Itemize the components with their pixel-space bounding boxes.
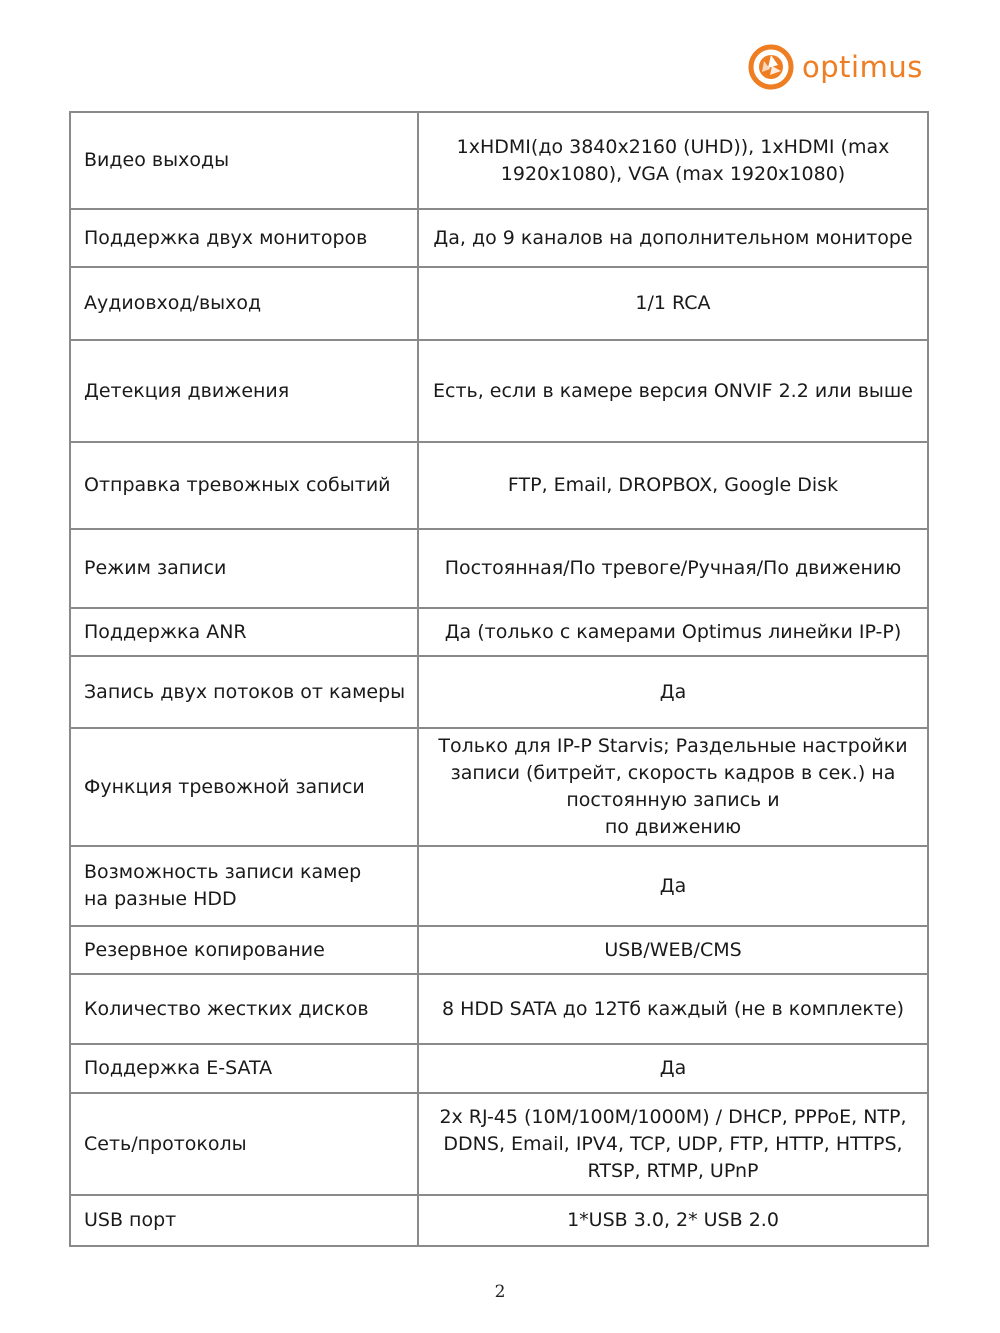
table-row	[70, 608, 928, 656]
table-row	[70, 728, 928, 846]
table-row	[70, 926, 928, 974]
table-row	[70, 209, 928, 267]
table-row	[70, 442, 928, 529]
spec-name: Количество жестких дисков	[70, 974, 418, 1044]
table-row	[70, 974, 928, 1044]
table-row	[70, 1093, 928, 1195]
brand-name: optimus	[802, 49, 923, 84]
spec-name: Отправка тревожных событий	[70, 442, 418, 529]
brand-logo	[748, 44, 923, 90]
spec-value: USB/WEB/CMS	[418, 926, 928, 974]
table-row	[70, 1044, 928, 1093]
spec-value: 1*USB 3.0, 2* USB 2.0	[418, 1195, 928, 1246]
table-row	[70, 846, 928, 926]
spec-name: Поддержка двух мониторов	[70, 209, 418, 267]
spec-name: Запись двух потоков от камеры	[70, 656, 418, 728]
spec-value: 2x RJ-45 (10M/100M/1000M) / DHCP, PPPoE, NTP, DDNS, Email, IPV4, TCP, UDP, FTP, HTTP, HTTPS, RTSP, RTMP, UPnP	[418, 1093, 928, 1195]
spec-name: Детекция движения	[70, 340, 418, 442]
table-row	[70, 1195, 928, 1246]
spec-value: Да (только с камерами Optimus линейки IP-P)	[418, 608, 928, 656]
spec-value: 8 HDD SATA до 12Тб каждый (не в комплекте)	[418, 974, 928, 1044]
page-number: 2	[494, 1282, 506, 1302]
table-row	[70, 529, 928, 608]
spec-name: Поддержка ANR	[70, 608, 418, 656]
spec-name: Режим записи	[70, 529, 418, 608]
spec-value: Да	[418, 846, 928, 926]
table-row	[70, 340, 928, 442]
aperture-icon	[748, 44, 794, 90]
table-row	[70, 656, 928, 728]
spec-value: Только для IP-P Starvis; Раздельные настройки записи (битрейт, скорость кадров в сек.) на постоянную запись и по движению	[418, 728, 928, 846]
spec-value: Есть, если в камере версия ONVIF 2.2 или выше	[418, 340, 928, 442]
spec-name: USB порт	[70, 1195, 418, 1246]
spec-value: FTP, Email, DROPBOX, Google Disk	[418, 442, 928, 529]
spec-name: Сеть/протоколы	[70, 1093, 418, 1195]
table-row	[70, 112, 928, 209]
spec-name: Резервное копирование	[70, 926, 418, 974]
spec-value: Да	[418, 656, 928, 728]
spec-name: Функция тревожной записи	[70, 728, 418, 846]
table-row	[70, 267, 928, 340]
spec-value: 1xHDMI(до 3840x2160 (UHD)), 1xHDMI (max 1920x1080), VGA (max 1920x1080)	[418, 112, 928, 209]
spec-value: Постоянная/По тревоге/Ручная/По движению	[418, 529, 928, 608]
spec-value: 1/1 RCA	[418, 267, 928, 340]
spec-name: Возможность записи камер на разные HDD	[70, 846, 418, 926]
spec-name: Аудиовход/выход	[70, 267, 418, 340]
spec-value: Да	[418, 1044, 928, 1093]
spec-value: Да, до 9 каналов на дополнительном мониторе	[418, 209, 928, 267]
specifications-table	[69, 111, 929, 1247]
spec-name: Поддержка E-SATA	[70, 1044, 418, 1093]
spec-name: Видео выходы	[70, 112, 418, 209]
